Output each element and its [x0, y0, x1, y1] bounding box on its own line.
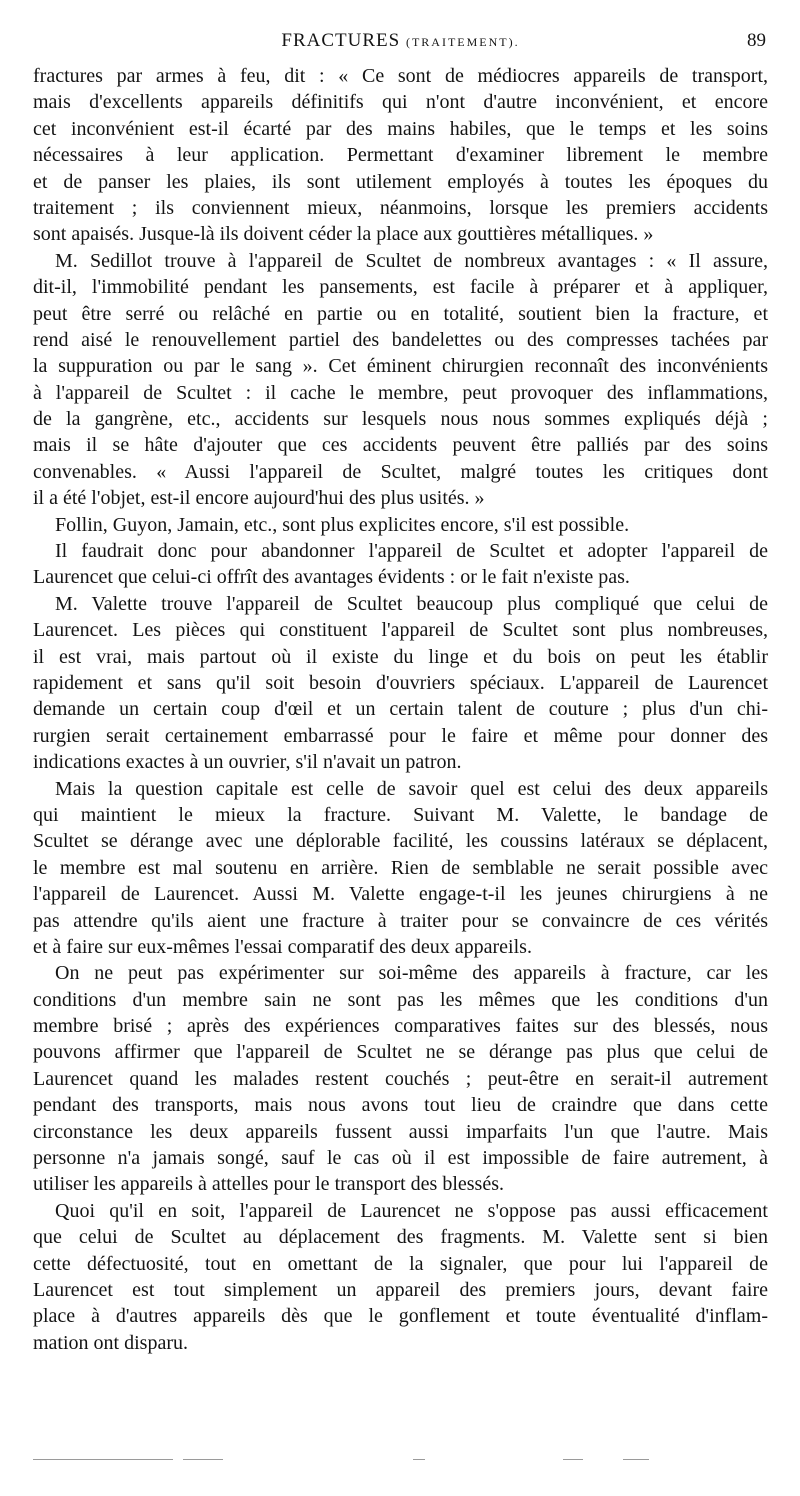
text-line: Mais la question capitale est celle de savoir quel est celui des deux appareils [55, 777, 768, 800]
text-line: circonstance les deux appareils fussent aussi imparfaits l'un que l'autre. Mais [33, 1120, 768, 1143]
text-line: qui maintient le mieux la fracture. Suivant M. Valette, le bandage de [33, 803, 768, 826]
text-line: Laurencet quand les malades restent couchés ; peut-être en serait-il autrement [33, 1067, 768, 1090]
text-line: convenables. « Aussi l'appareil de Scultet, malgré toutes les critiques dont [33, 460, 768, 483]
text-line: sont apaisés. Jusque-là ils doivent céder la place aux gouttières métalliques. » [33, 223, 654, 246]
text-line: personne n'a jamais songé, sauf le cas où il est impossible de faire autrement, à [33, 1147, 768, 1170]
text-line: pas attendre qu'ils aient une fracture à traiter pour se convaincre de ces vérités [33, 909, 768, 932]
text-line: On ne peut pas expérimenter sur soi-même des appareils à fracture, car les [55, 962, 768, 985]
text-line: mation ont disparu. [33, 1331, 188, 1354]
text-line: Scultet se dérange avec une déplorable facilité, les coussins latéraux se déplacent, [33, 830, 768, 853]
text-line: pouvons affirmer que l'appareil de Scultet ne se dérange pas plus que celui de [33, 1041, 768, 1064]
body-text [33, 63, 768, 1356]
text-line: conditions d'un membre sain ne sont pas les mêmes que les conditions d'un [33, 988, 768, 1011]
text-line: Laurencet. Les pièces qui constituent l'appareil de Scultet sont plus nombreuses, [33, 619, 768, 642]
page-number: 89 [747, 30, 766, 51]
text-line: il a été l'objet, est-il encore aujourd'hui des plus usités. » [33, 487, 485, 510]
text-line: M. Sedillot trouve à l'appareil de Scultet de nombreux avantages : « Il assure, [55, 249, 768, 272]
running-title [33, 30, 768, 52]
text-line: nécessaires à leur application. Permettant d'examiner librement le membre [33, 144, 768, 167]
text-line: pendant des transports, mais nous avons tout lieu de craindre que dans cette [33, 1094, 768, 1117]
text-line: Il faudrait donc pour abandonner l'appareil de Scultet et adopter l'appareil de [55, 540, 768, 563]
text-line: rurgien serait certainement embarrassé pour le faire et même pour donner des [33, 724, 768, 747]
text-line: le membre est mal soutenu en arrière. Rien de semblable ne serait possible avec [33, 856, 768, 879]
text-line: de la gangrène, etc., accidents sur lesquels nous nous sommes expliqués déjà ; [33, 408, 768, 431]
header-subtitle: (TRAITEMENT). [405, 35, 520, 49]
text-line: fractures par armes à feu, dit : « Ce sont de médiocres appareils de transport, [33, 65, 768, 87]
text-line: mais il se hâte d'ajouter que ces accidents peuvent être palliés par des soins [33, 434, 768, 457]
text-line: Laurencet est tout simplement un appareil des premiers jours, devant faire [33, 1278, 768, 1301]
header-title: FRACTURES [281, 30, 401, 51]
text-line: utiliser les appareils à attelles pour le transport des blessés. [33, 1173, 504, 1196]
text-line: dit-il, l'immobilité pendant les pansements, est facile à préparer et à appliquer, [33, 276, 768, 299]
text-line: Follin, Guyon, Jamain, etc., sont plus explicites encore, s'il est possible. [55, 513, 630, 536]
text-line: traitement ; ils conviennent mieux, néanmoins, lorsque les premiers accidents [33, 196, 768, 219]
text-line: Quoi qu'il en soit, l'appareil de Laurencet ne s'oppose pas aussi efficacement [55, 1199, 768, 1222]
footer-rule [33, 1459, 768, 1461]
text-line: M. Valette trouve l'appareil de Scultet beaucoup plus compliqué que celui de [55, 592, 768, 615]
text-line: la suppuration ou par le sang ». Cet éminent chirurgien reconnaît des inconvénients [33, 355, 768, 378]
text-line: demande un certain coup d'œil et un certain talent de couture ; plus d'un chi- [33, 698, 768, 721]
text-line: l'appareil de Laurencet. Aussi M. Valette engage-t-il les jeunes chirurgiens à ne [33, 883, 768, 906]
text-line: cet inconvénient est-il écarté par des mains habiles, que le temps et les soins [33, 117, 768, 140]
text-line: il est vrai, mais partout où il existe du linge et du bois on peut les établir [33, 645, 768, 668]
text-line: rapidement et sans qu'il soit besoin d'ouvriers spéciaux. L'appareil de Laurencet [33, 671, 768, 694]
text-line: cette défectuosité, tout en omettant de la signaler, que pour lui l'appareil de [33, 1252, 768, 1275]
text-line: peut être serré ou relâché en partie ou en totalité, soutient bien la fracture, et [33, 302, 768, 325]
text-line: que celui de Scultet au déplacement des fragments. M. Valette sent si bien [33, 1226, 768, 1249]
text-line: et de panser les plaies, ils sont utilement employés à toutes les époques du [33, 170, 768, 193]
text-line: et à faire sur eux-mêmes l'essai comparatif des deux appareils. [33, 935, 532, 958]
text-line: indications exactes à un ouvrier, s'il n'avait un patron. [33, 751, 462, 774]
text-line: mais d'excellents appareils définitifs qui n'ont d'autre inconvénient, et encore [33, 91, 768, 114]
text-line: rend aisé le renouvellement partiel des bandelettes ou des compresses tachées par [33, 328, 768, 351]
running-header [33, 30, 768, 56]
text-line: membre brisé ; après des expériences comparatives faites sur des blessés, nous [33, 1015, 768, 1038]
text-line: Laurencet que celui-ci offrît des avantages évidents : or le fait n'existe pas. [33, 566, 630, 589]
text-line: place à d'autres appareils dès que le gonflement et toute éventualité d'inflam- [33, 1305, 768, 1328]
text-line: à l'appareil de Scultet : il cache le membre, peut provoquer des inflammations, [33, 381, 768, 404]
